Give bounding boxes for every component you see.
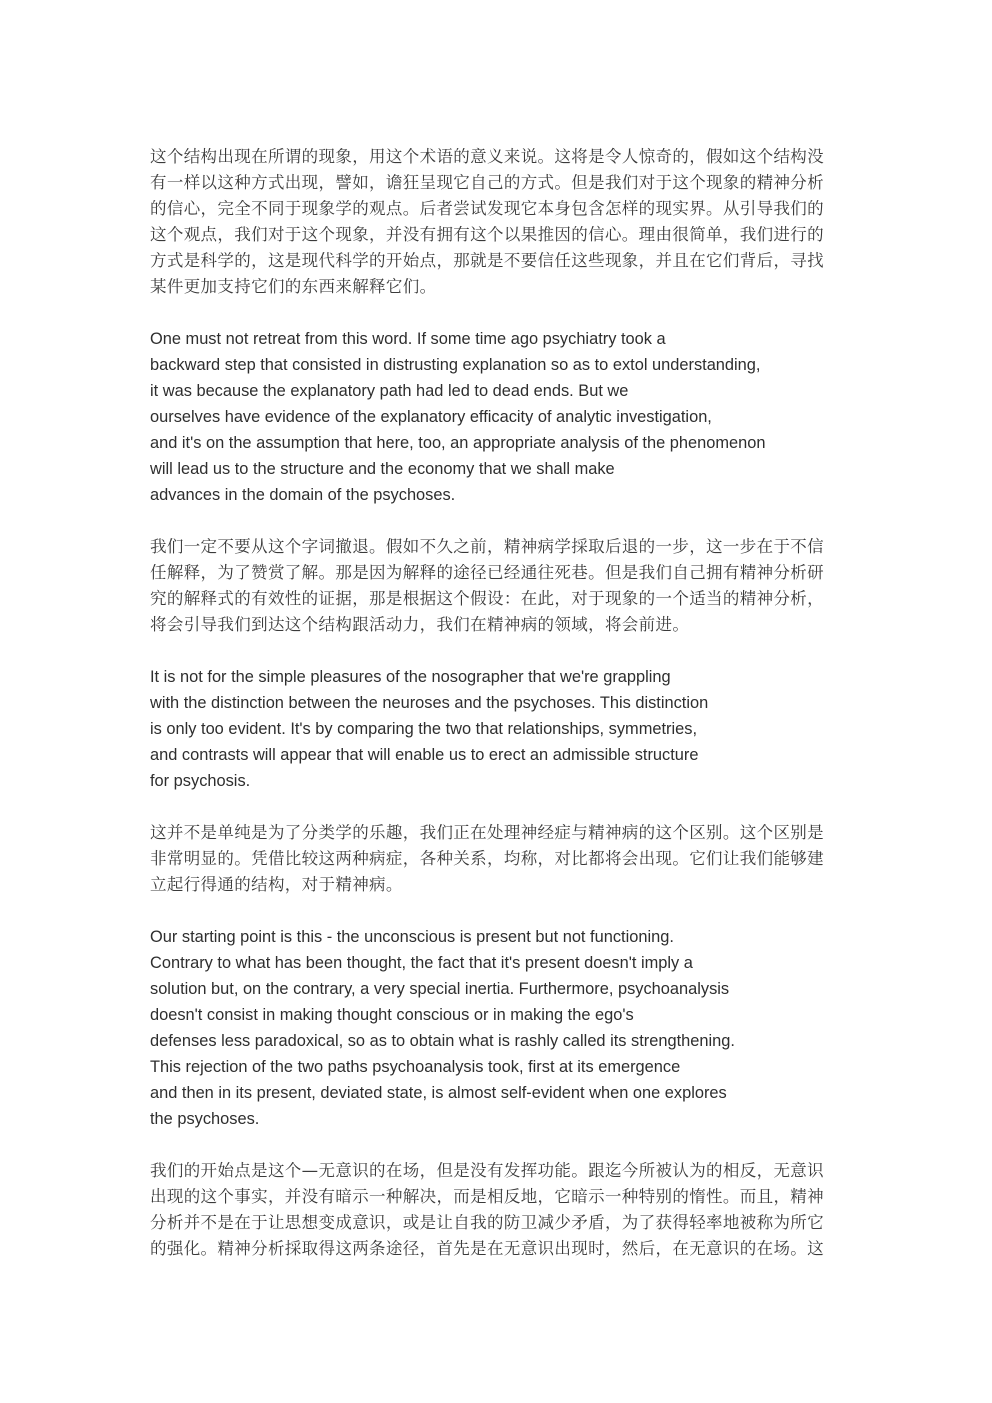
paragraph-zh-1	[150, 144, 850, 300]
text-line: advances in the domain of the psychoses.	[150, 486, 456, 504]
text-line: is only too evident. It's by comparing the two that relationships, symmetries,	[150, 720, 697, 738]
text-line: ourselves have evidence of the explanatory efficacity of analytic investigation,	[150, 408, 712, 426]
paragraph-zh-4	[150, 1158, 850, 1262]
text-line: 的强化。精神分析採取得这两条途径，首先是在无意识出现时，然后，在无意识的在场。这	[150, 1239, 824, 1258]
text-line: 这并不是单纯是为了分类学的乐趣，我们正在处理神经症与精神病的这个区别。这个区别是	[150, 823, 824, 842]
text-line: 非常明显的。凭借比较这两种病症，各种关系，均称，对比都将会出现。它们让我们能够建	[150, 849, 824, 868]
paragraph-en-3	[150, 924, 850, 1132]
paragraph-spacer	[150, 300, 850, 326]
text-line: Contrary to what has been thought, the fact that it's present doesn't imply a	[150, 954, 693, 972]
text-line: It is not for the simple pleasures of the nosographer that we're grappling	[150, 668, 671, 686]
paragraph-spacer	[150, 508, 850, 534]
paragraph-spacer	[150, 794, 850, 820]
text-line: 将会引导我们到达这个结构跟活动力，我们在精神病的领域，将会前进。	[150, 615, 690, 634]
text-line: solution but, on the contrary, a very special inertia. Furthermore, psychoanalysis	[150, 980, 730, 998]
paragraph-spacer	[150, 638, 850, 664]
text-line: One must not retreat from this word. If some time ago psychiatry took a	[150, 330, 666, 348]
text-line: 的信心，完全不同于现象学的观点。后者尝试发现它本身包含怎样的现实界。从引导我们的	[150, 199, 824, 218]
paragraph-spacer	[150, 898, 850, 924]
paragraph-zh-3	[150, 820, 850, 898]
text-line: 立起行得通的结构，对于精神病。	[150, 875, 403, 894]
paragraph-spacer	[150, 1132, 850, 1158]
text-line: 我们一定不要从这个字词撤退。假如不久之前，精神病学採取后退的一步，这一步在于不信	[150, 537, 824, 556]
text-line: 方式是科学的，这是现代科学的开始点，那就是不要信任这些现象，并且在它们背后，寻找	[150, 251, 824, 270]
text-line: 究的解释式的有效性的证据，那是根据这个假设：在此，对于现象的一个适当的精神分析，	[150, 589, 824, 608]
paragraph-zh-2	[150, 534, 850, 638]
text-line: Our starting point is this - the unconscious is present but not functioning.	[150, 928, 674, 946]
text-line: 我们的开始点是这个—无意识的在场，但是没有发挥功能。跟迄今所被认为的相反，无意识	[150, 1161, 824, 1180]
text-line: 任解释，为了赞赏了解。那是因为解释的途径已经通往死巷。但是我们自己拥有精神分析研	[150, 563, 824, 582]
paragraph-en-1	[150, 326, 850, 508]
text-line: for psychosis.	[150, 772, 251, 790]
text-line: with the distinction between the neuroses and the psychoses. This distinction	[150, 694, 709, 712]
text-line: 出现的这个事实，并没有暗示一种解决，而是相反地，它暗示一种特别的惰性。而且，精神	[150, 1187, 824, 1206]
text-line: 某件更加支持它们的东西来解释它们。	[150, 277, 437, 296]
text-line: doesn't consist in making thought conscious or in making the ego's	[150, 1006, 634, 1024]
text-line: will lead us to the structure and the economy that we shall make	[150, 460, 615, 478]
paragraph-en-2	[150, 664, 850, 794]
text-line: 分析并不是在于让思想变成意识，或是让自我的防卫减少矛盾，为了获得轻率地被称为所它	[150, 1213, 824, 1232]
text-line: backward step that consisted in distrusting explanation so as to extol understanding,	[150, 356, 761, 374]
text-line: This rejection of the two paths psychoanalysis took, first at its emergence	[150, 1058, 681, 1076]
text-line: it was because the explanatory path had led to dead ends. But we	[150, 382, 629, 400]
text-line: and it's on the assumption that here, too, an appropriate analysis of the phenomenon	[150, 434, 766, 452]
text-line: the psychoses.	[150, 1110, 260, 1128]
document-page	[150, 144, 850, 1262]
text-line: 这个观点，我们对于这个现象，并没有拥有这个以果推因的信心。理由很简单，我们进行的	[150, 225, 824, 244]
text-line: defenses less paradoxical, so as to obtain what is rashly called its strengthening.	[150, 1032, 735, 1050]
text-line: 有一样以这种方式出现，譬如，谵狂呈现它自己的方式。但是我们对于这个现象的精神分析	[150, 173, 824, 192]
text-line: and then in its present, deviated state, is almost self-evident when one explores	[150, 1084, 727, 1102]
text-line: 这个结构出现在所谓的现象，用这个术语的意义来说。这将是令人惊奇的，假如这个结构没	[150, 147, 824, 166]
text-line: and contrasts will appear that will enable us to erect an admissible structure	[150, 746, 699, 764]
